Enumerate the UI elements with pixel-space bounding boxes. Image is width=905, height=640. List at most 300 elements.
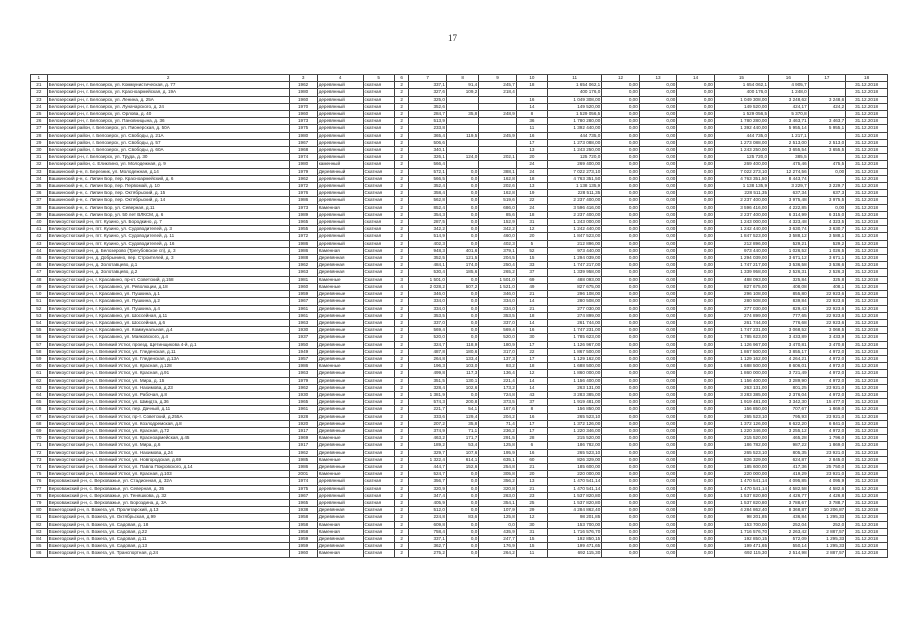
table-cell: 36 [516, 118, 547, 125]
table-cell: 16 [516, 327, 547, 334]
table-cell: 0,00 [602, 492, 640, 499]
table-cell: 465,28 [769, 435, 809, 442]
table-cell: деревянный [317, 103, 363, 110]
table-cell: 1967 [289, 139, 317, 146]
table-cell: 72 [31, 449, 48, 456]
table-cell: Великоустюгский р-н, г. Красавино, ул. Пушкина, д.2 [47, 298, 289, 305]
table-cell: 2 263,42 [769, 528, 809, 535]
table-cell: 0,00 [602, 514, 640, 521]
table-cell: 1 295,33 [808, 536, 846, 543]
table-cell: 3 671,12 [769, 255, 809, 262]
table-cell: 1 295,33 [808, 514, 846, 521]
table-cell: 1 796,0 [808, 435, 846, 442]
table-cell: 2 887,57 [808, 550, 846, 557]
table-cell: Вожегодский р-н, п. Вожега, ул. Пролетарский, д.13 [47, 507, 289, 514]
table-cell: 0,00 [677, 456, 715, 463]
table-cell: 0,00 [602, 463, 640, 470]
table-cell: 31.12.2018 [846, 305, 888, 312]
table-cell: 0,00 [602, 471, 640, 478]
table-row [31, 233, 888, 240]
table-cell: 0,00 [639, 305, 677, 312]
table-cell: 31 [31, 154, 48, 161]
table-cell: 0,00 [639, 485, 677, 492]
table-cell: деревянный [317, 183, 363, 190]
table-cell: 124,0 [446, 154, 478, 161]
table-cell: 109,2 [446, 89, 478, 96]
table-cell: 0,0 [446, 291, 478, 298]
table-cell: 263,0 [479, 492, 517, 499]
table-cell [446, 125, 478, 132]
table-cell: 79 [31, 499, 48, 506]
table-cell: 2 [394, 161, 409, 168]
table-cell: 245,9 [479, 132, 517, 139]
table-cell: 3 433,9 [808, 334, 846, 341]
table-cell: Деревянные [317, 399, 363, 406]
table-cell: 0,0 [446, 204, 478, 211]
table-cell: 31.12.2018 [846, 348, 888, 355]
table-cell: 1 747 231,00 [548, 327, 602, 334]
page-number: 17 [448, 33, 457, 43]
table-cell: 0,00 [639, 247, 677, 254]
table-cell: Вожегодский р-н, п. Вожега, ул. Транспортная, д.24 [47, 550, 289, 557]
table-cell: 0,00 [602, 319, 640, 326]
table-cell: 31.12.2018 [846, 543, 888, 550]
table-cell: Деревянная [317, 255, 363, 262]
table-cell: Великоустюгский р-н, пгт. Кузино, ул. Бородкино, д. 7 [47, 219, 289, 226]
table-cell: 0,0 [446, 190, 478, 197]
table-cell [479, 161, 517, 168]
table-cell: 2 [394, 147, 409, 154]
table-cell: 0,0 [446, 226, 478, 233]
table-cell: 805,35 [769, 449, 809, 456]
table-cell: 0,00 [677, 550, 715, 557]
table-cell: Скатная [363, 276, 394, 283]
table-cell: 40 [31, 219, 48, 226]
table-cell: Деревянные [317, 370, 363, 377]
table-cell: 1958 [289, 521, 317, 528]
table-cell: Деревянные [317, 413, 363, 420]
header-cell: 9 [479, 75, 517, 82]
table-cell: 31.12.2018 [846, 262, 888, 269]
table-cell: 31.12.2018 [846, 399, 888, 406]
table-cell: 305,8 [479, 471, 517, 478]
table-cell: 0,0 [446, 319, 478, 326]
table-cell: 162,8 [479, 175, 517, 182]
table-cell: 265 523,10 [714, 449, 768, 456]
table-cell: 1973 [289, 204, 317, 211]
table-cell: 247,7 [479, 536, 517, 543]
table-cell: Великоустюгский р-н, г. Великий Устюг, ул. Гледенская, д.13А [47, 355, 289, 362]
table-cell: 202,6 [479, 183, 517, 190]
table-cell: 0,00 [639, 125, 677, 132]
table-cell: 758,4 [409, 528, 447, 535]
table-cell: 2 [394, 262, 409, 269]
table-cell: 196,3 [409, 363, 447, 370]
table-cell: 291,5 [479, 435, 517, 442]
table-cell: Скатная [363, 319, 394, 326]
table-cell: 31.12.2018 [846, 233, 888, 240]
table-cell: 31.12.2018 [846, 536, 888, 543]
table-cell: 3 068,5 [808, 327, 846, 334]
table-cell: 2 [394, 175, 409, 182]
table-cell: 22 923,6 [808, 312, 846, 319]
table-cell: 200,8 [446, 399, 478, 406]
table-cell: 637,34 [769, 190, 809, 197]
table-cell: 71,4 [479, 420, 517, 427]
table-cell: 0,00 [677, 291, 715, 298]
table-cell: 2 [394, 319, 409, 326]
table-cell: 71 [31, 442, 48, 449]
table-cell: 30 [516, 521, 547, 528]
table-cell: 529,2 [808, 240, 846, 247]
table-cell [479, 118, 517, 125]
table-cell: 0,00 [677, 147, 715, 154]
table-cell: 199 471,65 [714, 543, 768, 550]
table-row [31, 161, 888, 168]
table-cell: 0,00 [602, 543, 640, 550]
table-cell: 1974 [289, 154, 317, 161]
table-cell: Скатная [363, 550, 394, 557]
table-cell: 3 588,12 [769, 233, 809, 240]
table-cell: 31.12.2018 [846, 190, 888, 197]
table-cell: 0,00 [602, 255, 640, 262]
table-cell: 0,00 [602, 233, 640, 240]
table-cell: 0,00 [602, 485, 640, 492]
table-row [31, 319, 888, 326]
table-cell: 0,00 [602, 528, 640, 535]
table-cell: 152,9 [479, 219, 517, 226]
table-row [31, 528, 888, 535]
table-cell: 562,8 [409, 197, 447, 204]
table-cell: 356,7 [409, 478, 447, 485]
table-cell: 1949 [289, 348, 317, 355]
table-cell: 569,4 [409, 327, 447, 334]
table-cell: 2 237 400,00 [714, 211, 768, 218]
table-cell: Великоустюгский р-н, г. Великий Устюг, ул. Нахимова, д.24 [47, 449, 289, 456]
table-cell: 0,00 [639, 211, 677, 218]
table-cell: 254,8 [479, 463, 517, 470]
table-cell: 2 [394, 384, 409, 391]
table-cell: 1 217,1 [769, 132, 809, 139]
table-cell: 1 273 088,00 [548, 139, 602, 146]
table-cell: 3 536,6 [808, 262, 846, 269]
table-cell [479, 103, 517, 110]
table-cell: 0,00 [639, 147, 677, 154]
table-cell: 3 975,48 [769, 197, 809, 204]
table-cell: 93,2 [479, 363, 517, 370]
table-cell: 31.12.2018 [846, 125, 888, 132]
table-cell: 362,7 [409, 543, 447, 550]
table-row [31, 492, 888, 499]
table-cell: 0,00 [677, 442, 715, 449]
table-cell: 0,0 [446, 240, 478, 247]
header-row [31, 75, 888, 82]
table-row [31, 413, 888, 420]
table-cell: 0,00 [677, 406, 715, 413]
table-cell: 1938 [289, 507, 317, 514]
table-cell: скатная [363, 96, 394, 103]
table-cell: 0,00 [639, 96, 677, 103]
table-cell: 3 229,7 [769, 183, 809, 190]
table-cell: деревянный [317, 132, 363, 139]
table-cell: 524,7 [409, 471, 447, 478]
table-cell: 334,0 [409, 305, 447, 312]
table-cell: скатная [363, 492, 394, 499]
table-cell: Каменные [317, 283, 363, 290]
table-cell: 0,0 [446, 507, 478, 514]
table-cell: 724,8 [479, 391, 517, 398]
table-cell: Скатная [363, 521, 394, 528]
header-cell: 14 [677, 75, 715, 82]
table-cell: 8 [516, 111, 547, 118]
table-cell: 373,5 [479, 399, 517, 406]
table-cell: 0,00 [808, 168, 846, 175]
table-cell: 0,00 [639, 507, 677, 514]
table-cell: 4 426,8 [808, 492, 846, 499]
table-cell: скатная [363, 219, 394, 226]
table-cell: 26 [31, 118, 48, 125]
table-cell: 342,2 [479, 226, 517, 233]
table-cell: деревянный [317, 154, 363, 161]
table-cell: 1 026,52 [769, 247, 809, 254]
table-row [31, 521, 888, 528]
table-cell: 23 [31, 96, 48, 103]
table-cell: 2 [394, 334, 409, 341]
table-cell: 180,9 [479, 341, 517, 348]
table-cell: 34 [31, 175, 48, 182]
table-cell: Скатная [363, 514, 394, 521]
table-cell: 0,00 [677, 154, 715, 161]
table-cell: 117,3 [446, 370, 478, 377]
table-cell: 374,9 [409, 427, 447, 434]
table-cell: 1 688 500,00 [548, 363, 602, 370]
table-cell: 167,6 [479, 406, 517, 413]
table-cell: Белозерский р-н, г. Белозерск, ул. Пановницына, д. 36 [47, 118, 289, 125]
table-cell: 0,00 [677, 305, 715, 312]
table-cell: 4 905,7 [769, 82, 809, 89]
table-cell: Скатная [363, 269, 394, 276]
table-cell: 44 [31, 247, 48, 254]
table-cell: 0,00 [677, 276, 715, 283]
table-cell: 400 176,0 [548, 89, 602, 96]
table-cell: 1981 [289, 276, 317, 283]
table-cell: деревянный [317, 175, 363, 182]
table-cell: 53 [31, 312, 48, 319]
table-cell: 0,00 [602, 147, 640, 154]
table-cell: 46 [31, 262, 48, 269]
table-cell: 153 700,00 [548, 521, 602, 528]
table-cell: Великоустюгский р-н, д. Золотавцево, д.2 [47, 269, 289, 276]
table-cell: 6 315,0 [808, 211, 846, 218]
table-cell: 195,9 [479, 449, 517, 456]
table-cell: 1960 [289, 96, 317, 103]
table-cell: Каменные [317, 471, 363, 478]
table-cell: 32 [31, 161, 48, 168]
table-cell: 207,2 [409, 420, 447, 427]
table-cell: Скатная [363, 312, 394, 319]
table-cell: 5 [516, 240, 547, 247]
table-cell: Каменные [317, 363, 363, 370]
table-cell: 0,00 [639, 348, 677, 355]
table-cell: 185,6 [446, 269, 478, 276]
table-cell: Верховажский р-н, с. Верховажье, ул. Северная, д. 35 [47, 485, 289, 492]
table-cell: 320,9 [409, 485, 447, 492]
table-cell: 530,4 [409, 269, 447, 276]
table-cell: Деревянные [317, 312, 363, 319]
table-cell: 2 [394, 507, 409, 514]
table-cell: 0,0 [446, 521, 478, 528]
table-cell: 2 [394, 111, 409, 118]
table-cell: 180,6 [446, 348, 478, 355]
table-cell: 0,00 [639, 197, 677, 204]
table-cell: 2 237 400,00 [548, 197, 602, 204]
table-cell: Вашкинский р-н, п. Березник, ул. Молодежная, д.14 [47, 168, 289, 175]
table-cell: 31.12.2018 [846, 111, 888, 118]
table-cell: 0,00 [808, 204, 846, 211]
table-cell: 0,00 [602, 399, 640, 406]
table-cell: 520,0 [409, 334, 447, 341]
table-cell: скатная [363, 154, 394, 161]
table-row [31, 384, 888, 391]
table-cell: Великоустюгский р-н, г. Великий Устюг, ул. Красная, д.72 [47, 427, 289, 434]
table-cell: 43 [516, 391, 547, 398]
table-cell: 2 513,0 [808, 139, 846, 146]
table-cell: 2 376,04 [769, 391, 809, 398]
table-cell: Скатная [363, 370, 394, 377]
table-cell: 463,2 [409, 435, 447, 442]
table-cell: 334,0 [479, 305, 517, 312]
table-cell: 0,00 [639, 111, 677, 118]
table-cell: 31.12.2018 [846, 370, 888, 377]
table-cell: 686,0 [479, 204, 517, 211]
table-cell: 1 470 541,14 [548, 478, 602, 485]
table-cell: 30 [516, 334, 547, 341]
table-row [31, 327, 888, 334]
table-cell: 1 867 500,00 [548, 348, 602, 355]
table-cell: 327,6 [409, 89, 447, 96]
table-cell: 852,4 [409, 204, 447, 211]
table-cell: 103,0 [446, 363, 478, 370]
table-cell: 1962 [289, 449, 317, 456]
table-cell: 39 [31, 211, 48, 218]
table-cell: 0,00 [677, 161, 715, 168]
table-cell: 16 [516, 132, 547, 139]
table-cell: 0,00 [602, 341, 640, 348]
table-cell: 67 [31, 413, 48, 420]
table-cell: 31.12.2018 [846, 341, 888, 348]
table-cell: 0,00 [639, 226, 677, 233]
table-cell: 487,8 [409, 348, 447, 355]
table-cell: 31.12.2018 [846, 427, 888, 434]
table-cell: 1965 [289, 499, 317, 506]
table-cell: 0,00 [677, 536, 715, 543]
table-cell: 0,00 [639, 492, 677, 499]
table-cell: 5 370,8 [769, 111, 809, 118]
table-cell: 0,00 [639, 521, 677, 528]
table-cell: 1973 [289, 118, 317, 125]
table-cell: 31.12.2018 [846, 269, 888, 276]
table-cell: Скатная [363, 291, 394, 298]
table-cell: Верховажский р-н, с. Верховажье, ул. Стадионная, д. 32А [47, 478, 289, 485]
table-cell: 60 [31, 363, 48, 370]
table-row [31, 154, 888, 161]
table-cell: 31.12.2018 [846, 334, 888, 341]
table-cell: 417,36 [769, 463, 809, 470]
table-cell [479, 147, 517, 154]
table-cell: 31.12.2018 [846, 82, 888, 89]
table-cell: Каменная [317, 521, 363, 528]
header-cell: 1 [31, 75, 48, 82]
table-cell: 0,00 [677, 492, 715, 499]
table-cell: 514,9 [409, 233, 447, 240]
table-cell: 73 [31, 456, 48, 463]
table-cell: 1 780 280,00 [714, 118, 768, 125]
table-cell: 7 022 273,10 [548, 168, 602, 175]
table-cell: 62 [31, 377, 48, 384]
table-cell: 31.12.2018 [846, 219, 888, 226]
table-cell: деревянный [317, 478, 363, 485]
table-cell: 574,3 [409, 399, 447, 406]
table-cell: 0,00 [602, 190, 640, 197]
table-cell: 0,00 [677, 319, 715, 326]
table-cell: 215 520,00 [548, 435, 602, 442]
header-cell: 13 [639, 75, 677, 82]
table-cell: 826 329,00 [714, 456, 768, 463]
table-cell: Великоустюгский р-н, г. Великий Устюг, ул. Красная, д.128 [47, 363, 289, 370]
table-cell: 49 [31, 283, 48, 290]
table-cell: 0,00 [602, 183, 640, 190]
table-cell: 1 537 820,80 [714, 492, 768, 499]
table-cell: 31.12.2018 [846, 420, 888, 427]
table-cell: 174,0 [446, 262, 478, 269]
table-cell: Великоустюгский р-н, д. Добрынино, пер. Строителей, д. 3 [47, 255, 289, 262]
table-row [31, 247, 888, 254]
table-cell: 4 426,77 [769, 492, 809, 499]
table-cell: скатная [363, 89, 394, 96]
table-cell: деревянный [317, 240, 363, 247]
table-row [31, 370, 888, 377]
table-cell: 31.12.2018 [846, 514, 888, 521]
table-cell: 2 [394, 219, 409, 226]
table-cell: 0,00 [639, 406, 677, 413]
table-cell: 4 222,85 [769, 204, 809, 211]
table-cell [808, 154, 846, 161]
table-cell: 0,00 [639, 355, 677, 362]
table-cell: 0,00 [639, 255, 677, 262]
table-cell: 0,00 [602, 420, 640, 427]
table-cell: 637,3 [808, 190, 846, 197]
table-cell: 2 [394, 485, 409, 492]
header-cell: 15 [714, 75, 768, 82]
table-cell: 1 785 623,00 [548, 334, 602, 341]
table-cell: скатная [363, 103, 394, 110]
table-cell: 18 [516, 312, 547, 319]
table-cell: 0,00 [602, 175, 640, 182]
table-cell: 4 972,0 [808, 427, 846, 434]
table-cell: скатная [363, 147, 394, 154]
table-cell: деревянный [317, 197, 363, 204]
table-cell: 2 [394, 442, 409, 449]
table-cell: 2 514,98 [769, 550, 809, 557]
table-cell: 0,00 [677, 255, 715, 262]
table-cell: 30 [31, 147, 48, 154]
table-cell: 31.12.2018 [846, 211, 888, 218]
table-cell: 0,00 [602, 370, 640, 377]
table-cell: 352,5 [409, 255, 447, 262]
table-cell: 1 129 162,00 [548, 355, 602, 362]
table-cell: 31.12.2018 [846, 478, 888, 485]
table-cell: скатная [363, 240, 394, 247]
